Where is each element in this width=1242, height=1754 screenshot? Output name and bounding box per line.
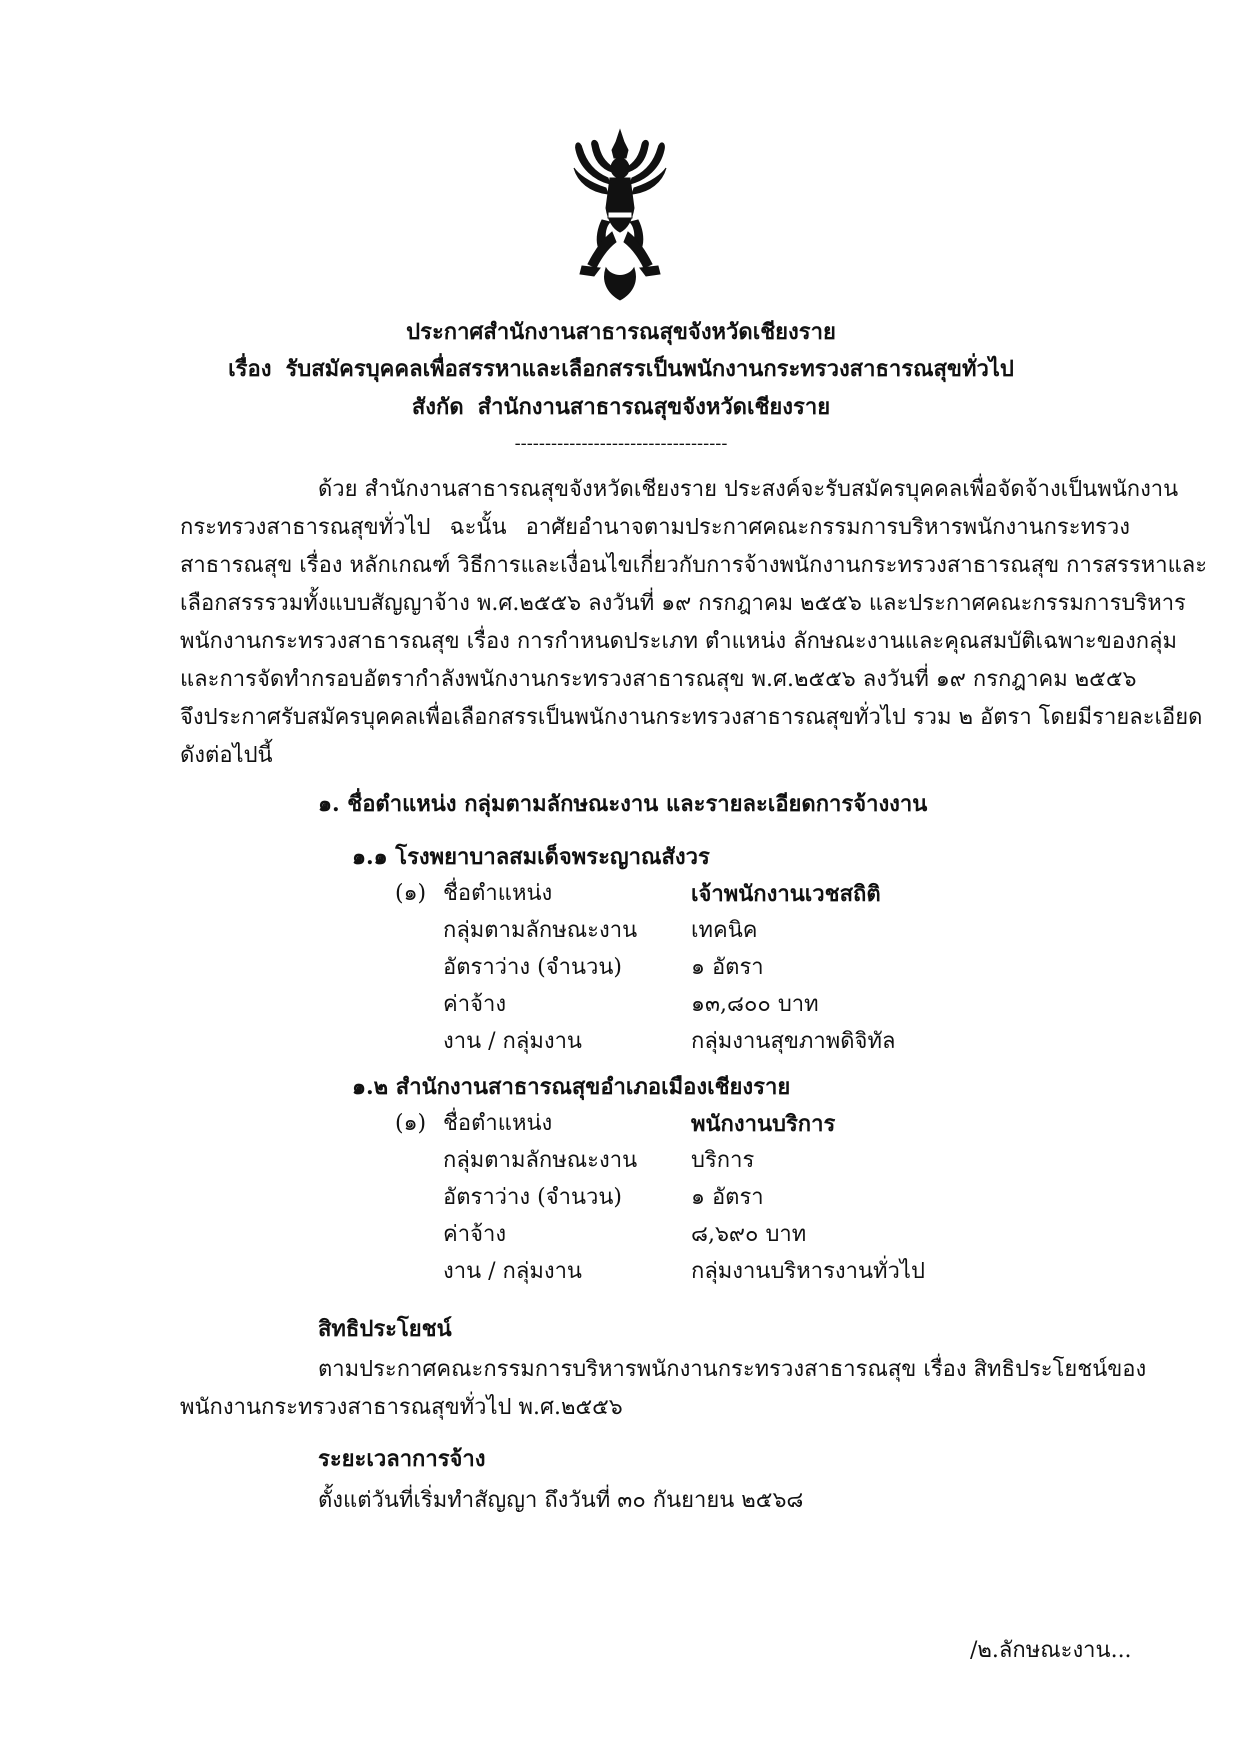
wage-row xyxy=(395,991,1095,1021)
affiliation-label: สังกัด xyxy=(411,394,464,420)
item-number: (๑) xyxy=(395,1111,427,1136)
intro-line: เลือกสรรรวมทั้งแบบสัญญาจ้าง พ.ศ.๒๕๕๖ ลงวันที่ ๑๙ กรกฎาคม ๒๕๕๖ และประกาศคณะกรรมการบริหาร xyxy=(180,591,1186,616)
job-group-row xyxy=(395,917,1095,947)
row-label: อัตราว่าง (จำนวน) xyxy=(443,955,622,980)
intro-line: กระทรวงสาธารณสุขทั่วไป ฉะนั้น อาศัยอำนาจตามประกาศคณะกรรมการบริหารพนักงานกระทรวง xyxy=(180,515,1130,540)
job-group-row xyxy=(395,1147,1095,1177)
garuda-emblem xyxy=(572,128,668,304)
row-value: บริการ xyxy=(691,1148,755,1173)
unit-heading: ๑.๒ สำนักงานสาธารณสุขอำเภอเมืองเชียงราย xyxy=(352,1074,791,1100)
work-group-row xyxy=(395,1028,1095,1058)
row-value: กลุ่มงานบริหารงานทั่วไป xyxy=(691,1259,925,1284)
row-value: พนักงานบริการ xyxy=(691,1111,836,1137)
row-value: เทคนิค xyxy=(691,918,758,943)
benefits-line: พนักงานกระทรวงสาธารณสุขทั่วไป พ.ศ.๒๕๕๖ xyxy=(180,1395,623,1420)
row-value: ๑ อัตรา xyxy=(691,955,764,980)
item-number: (๑) xyxy=(395,881,427,906)
work-group-row xyxy=(395,1258,1095,1288)
row-label: ค่าจ้าง xyxy=(443,1222,507,1247)
continued-reference: /๒.ลักษณะงาน... xyxy=(970,1638,1132,1663)
vacancy-row xyxy=(395,954,1095,984)
subject-line xyxy=(0,355,1242,384)
employment-period-text: ตั้งแต่วันที่เริ่มทำสัญญา ถึงวันที่ ๓๐ กันยายน ๒๕๖๘ xyxy=(318,1488,804,1513)
intro-line: ดังต่อไปนี้ xyxy=(180,743,273,768)
row-value: ๑๓,๘๐๐ บาท xyxy=(691,992,819,1017)
affiliation-line xyxy=(0,393,1242,422)
position-row xyxy=(395,1110,1095,1140)
row-label: งาน / กลุ่มงาน xyxy=(443,1029,582,1054)
employment-period-heading: ระยะเวลาการจ้าง xyxy=(318,1446,486,1472)
subject-label: เรื่อง xyxy=(228,356,272,382)
position-row xyxy=(395,880,1095,910)
intro-line: และการจัดทำกรอบอัตรากำลังพนักงานกระทรวงสาธารณสุข พ.ศ.๒๕๕๖ ลงวันที่ ๑๙ กรกฎาคม ๒๕๕๖ xyxy=(180,667,1137,692)
affiliation-text: สำนักงานสาธารณสุขจังหวัดเชียงราย xyxy=(477,394,831,420)
row-label: กลุ่มตามลักษณะงาน xyxy=(443,918,638,943)
subject-text: รับสมัครบุคคลเพื่อสรรหาและเลือกสรรเป็นพนักงานกระทรวงสาธารณสุขทั่วไป xyxy=(285,356,1014,382)
intro-line: ด้วย สำนักงานสาธารณสุขจังหวัดเชียงราย ประสงค์จะรับสมัครบุคคลเพื่อจัดจ้างเป็นพนักงาน xyxy=(318,477,1179,502)
row-label: งาน / กลุ่มงาน xyxy=(443,1259,582,1284)
title-divider: ----------------------------------- xyxy=(514,433,728,454)
intro-line: จึงประกาศรับสมัครบุคคลเพื่อเลือกสรรเป็นพนักงานกระทรวงสาธารณสุขทั่วไป รวม ๒ อัตรา โดยมีรายละเอียด xyxy=(180,705,1203,730)
row-label: กลุ่มตามลักษณะงาน xyxy=(443,1148,638,1173)
wage-row xyxy=(395,1221,1095,1251)
row-label: ชื่อตำแหน่ง xyxy=(443,1111,553,1136)
section-1-heading: ๑. ชื่อตำแหน่ง กลุ่มตามลักษณะงาน และรายละเอียดการจ้างงาน xyxy=(318,791,928,817)
row-value: ๘,๖๙๐ บาท xyxy=(691,1222,807,1247)
row-label: อัตราว่าง (จำนวน) xyxy=(443,1185,622,1210)
intro-line: พนักงานกระทรวงสาธารณสุข เรื่อง การกำหนดประเภท ตำแหน่ง ลักษณะงานและคุณสมบัติเฉพาะของกลุ่ม xyxy=(180,629,1178,654)
row-value: ๑ อัตรา xyxy=(691,1185,764,1210)
vacancy-row xyxy=(395,1184,1095,1214)
unit-heading: ๑.๑ โรงพยาบาลสมเด็จพระญาณสังวร xyxy=(352,844,710,870)
intro-line: สาธารณสุข เรื่อง หลักเกณฑ์ วิธีการและเงื่อนไขเกี่ยวกับการจ้างพนักงานกระทรวงสาธารณสุข การสรรหาและ xyxy=(180,553,1208,578)
benefits-line: ตามประกาศคณะกรรมการบริหารพนักงานกระทรวงสาธารณสุข เรื่อง สิทธิประโยชน์ของ xyxy=(318,1357,1147,1382)
row-value: เจ้าพนักงานเวชสถิติ xyxy=(691,881,881,907)
row-label: ชื่อตำแหน่ง xyxy=(443,881,553,906)
row-value: กลุ่มงานสุขภาพดิจิทัล xyxy=(691,1029,896,1054)
row-label: ค่าจ้าง xyxy=(443,992,507,1017)
benefits-heading: สิทธิประโยชน์ xyxy=(318,1316,452,1342)
announcement-title: ประกาศสำนักงานสาธารณสุขจังหวัดเชียงราย xyxy=(406,319,836,345)
